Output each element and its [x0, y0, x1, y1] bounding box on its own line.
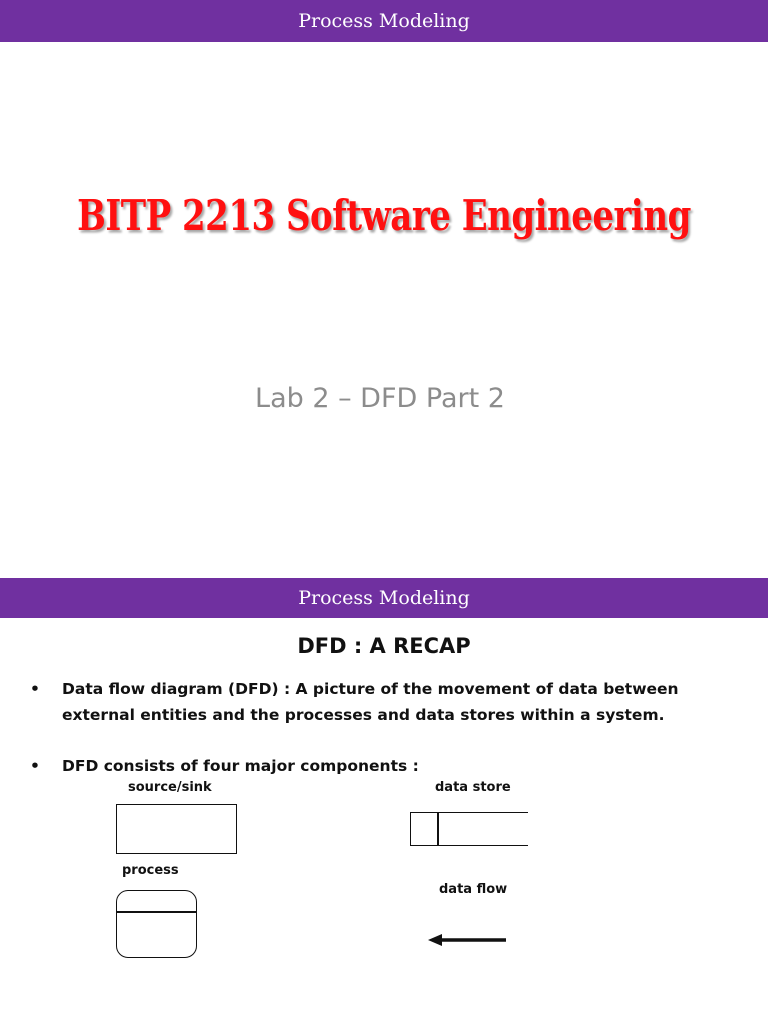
slide-header: Process Modeling	[0, 0, 768, 42]
bullet-icon: •	[30, 680, 40, 698]
bullet-dfd-definition	[30, 676, 750, 732]
recap-slide	[0, 578, 768, 1024]
process-symbol	[116, 890, 197, 958]
lab-subtitle: Lab 2 – DFD Part 2	[255, 383, 505, 414]
bullet-text: Data flow diagram (DFD) : A picture of the movement of data between external entities and the processes and data stores within a system.	[62, 680, 679, 724]
data-flow-arrow-icon	[428, 932, 508, 948]
course-title: BITP 2213 Software Engineering	[77, 191, 691, 241]
bullet-dfd-components	[30, 753, 750, 779]
source-sink-symbol	[116, 804, 237, 854]
data-store-label: data store	[435, 780, 511, 795]
data-flow-label: data flow	[439, 882, 508, 897]
section-title: DFD : A RECAP	[297, 634, 471, 658]
bullet-text: DFD consists of four major components :	[62, 757, 419, 775]
slide-header: Process Modeling	[0, 578, 768, 618]
process-label: process	[122, 863, 179, 878]
bullet-icon: •	[30, 757, 40, 775]
data-store-divider	[437, 813, 439, 845]
data-store-symbol	[410, 812, 528, 846]
source-sink-label: source/sink	[128, 780, 212, 795]
process-divider	[117, 911, 196, 913]
